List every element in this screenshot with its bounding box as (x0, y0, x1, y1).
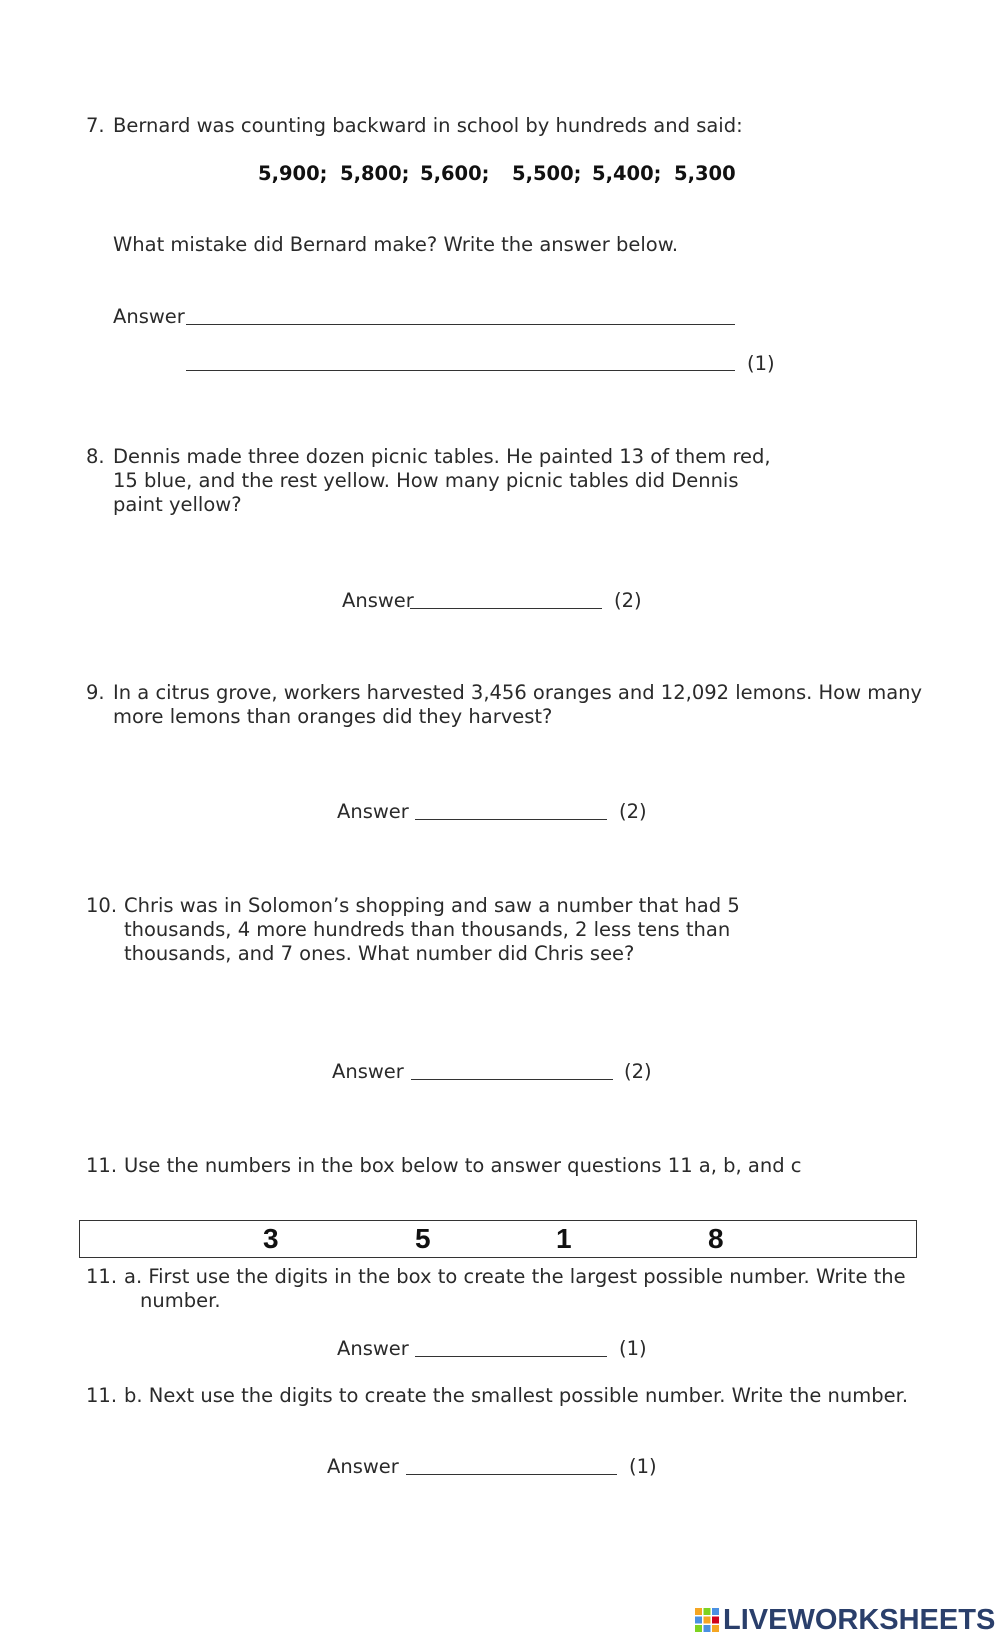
digit: 1 (556, 1223, 572, 1254)
question-text-line: thousands, and 7 ones. What number did Chris see? (124, 942, 635, 965)
question-number: 11. (86, 1154, 118, 1177)
marks-label: (2) (624, 1060, 652, 1083)
sequence-item: 5,900; (258, 162, 328, 185)
logo-text: LIVEWORKSHEETS (723, 1604, 996, 1636)
answer-label: Answer (337, 1337, 409, 1360)
marks-label: (2) (614, 589, 642, 612)
answer-label: Answer (332, 1060, 404, 1083)
answer-label: Answer (113, 305, 185, 328)
answer-line[interactable] (406, 1474, 617, 1475)
question-prompt: What mistake did Bernard make? Write the answer below. (113, 233, 679, 256)
digit: 5 (415, 1223, 431, 1254)
marks-label: (1) (629, 1455, 657, 1478)
question-number: 7. (86, 114, 105, 137)
answer-line[interactable] (186, 324, 735, 325)
question-number: 10. (86, 894, 118, 917)
question-text-line: thousands, 4 more hundreds than thousands, 2 less tens than (124, 918, 731, 941)
sequence-item: 5,300 (674, 162, 736, 185)
liveworksheets-logo-icon (695, 1608, 719, 1632)
answer-line[interactable] (415, 1356, 607, 1357)
answer-line[interactable] (411, 1079, 613, 1080)
marks-label: (1) (619, 1337, 647, 1360)
question-text-line: Chris was in Solomon’s shopping and saw a number that had 5 (124, 894, 740, 917)
question-text-line: number. (140, 1289, 221, 1312)
digit: 3 (263, 1223, 279, 1254)
answer-line[interactable] (415, 819, 607, 820)
answer-label: Answer (337, 800, 409, 823)
question-number: 8. (86, 445, 105, 468)
question-number: 11. (86, 1265, 118, 1288)
digit: 8 (708, 1223, 724, 1254)
marks-label: (1) (747, 352, 775, 375)
sequence-item: 5,500; (512, 162, 582, 185)
sequence-item: 5,800; (340, 162, 410, 185)
answer-line[interactable] (186, 370, 735, 371)
answer-label: Answer (342, 589, 414, 612)
question-number: 9. (86, 681, 105, 704)
answer-line[interactable] (410, 608, 602, 609)
sequence-item: 5,400; (592, 162, 662, 185)
digits-box (79, 1220, 917, 1258)
marks-label: (2) (619, 800, 647, 823)
question-text: Use the numbers in the box below to answer questions 11 a, b, and c (124, 1154, 802, 1177)
question-text-line: 15 blue, and the rest yellow. How many picnic tables did Dennis (113, 469, 739, 492)
question-number: 11. (86, 1384, 118, 1407)
question-text: Bernard was counting backward in school by hundreds and said: (113, 114, 743, 137)
question-text-line: paint yellow? (113, 493, 242, 516)
question-text-line: Dennis made three dozen picnic tables. He painted 13 of them red, (113, 445, 771, 468)
question-text-line: a. First use the digits in the box to create the largest possible number. Write the (124, 1265, 906, 1288)
answer-label: Answer (327, 1455, 399, 1478)
question-text-line: more lemons than oranges did they harvest? (113, 705, 553, 728)
question-text-line: In a citrus grove, workers harvested 3,456 oranges and 12,092 lemons. How many (113, 681, 923, 704)
sequence-item: 5,600; (420, 162, 490, 185)
question-text: b. Next use the digits to create the smallest possible number. Write the number. (124, 1384, 909, 1407)
